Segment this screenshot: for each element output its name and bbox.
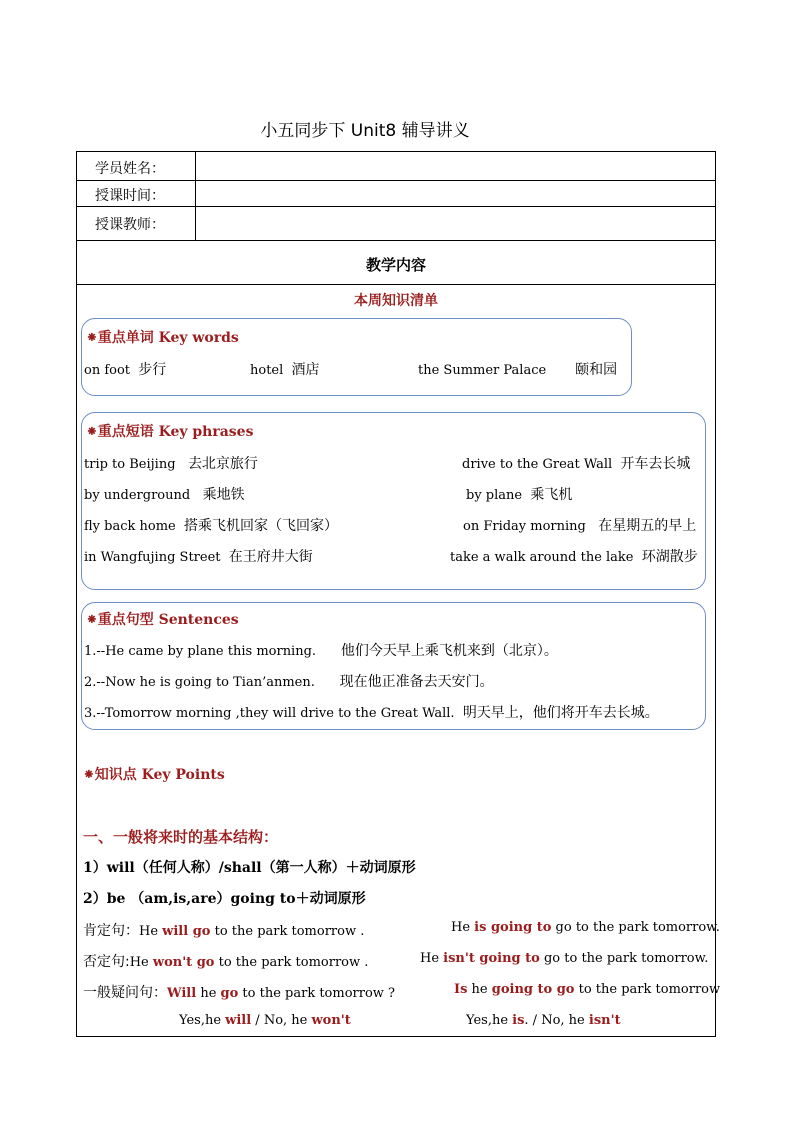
row-divider bbox=[77, 180, 715, 181]
negative-example: 否定句:He won't go to the park tomorrow . bbox=[83, 954, 369, 970]
phrase-item: by underground 乘地铁 bbox=[84, 487, 245, 503]
sentences-heading: ⁕重点句型 Sentences bbox=[86, 612, 239, 628]
key-words-box bbox=[81, 318, 632, 396]
question-example: 一般疑问句：Will he go to the park tomorrow ? bbox=[83, 985, 396, 1001]
weekly-knowledge-header: 本周知识清单 bbox=[354, 293, 438, 309]
short-answers: Yes,he will / No, he won't bbox=[179, 1013, 351, 1028]
phrase-item: take a walk around the lake 环湖散步 bbox=[450, 549, 698, 565]
phrase-item: drive to the Great Wall 开车去长城 bbox=[462, 456, 691, 472]
negative-example-going-to: He isn't going to go to the park tomorrow. bbox=[420, 951, 709, 966]
grammar-rule-2: 2）be （am,is,are）going to＋动词原形 bbox=[83, 891, 366, 907]
key-word-item: the Summer Palace 颐和园 bbox=[418, 362, 618, 378]
student-name-label: 学员姓名： bbox=[95, 161, 165, 177]
future-tense-section-title: 一、一般将来时的基本结构： bbox=[83, 828, 279, 846]
key-word-item: on foot 步行 bbox=[84, 362, 167, 378]
phrase-item: trip to Beijing 去北京旅行 bbox=[84, 456, 258, 472]
phrase-item: in Wangfujing Street 在王府井大街 bbox=[84, 549, 313, 565]
key-word-item: hotel 酒店 bbox=[250, 362, 320, 378]
phrase-item: fly back home 搭乘飞机回家（飞回家） bbox=[84, 518, 338, 534]
phrase-item: by plane 乘飞机 bbox=[466, 487, 573, 503]
sentence-item: 3.--Tomorrow morning ,they will drive to the Great Wall. 明天早上，他们将开车去长城。 bbox=[84, 705, 659, 721]
sentence-item: 1.--He came by plane this morning. 他们今天早上乘飞机来到（北京）。 bbox=[84, 643, 558, 659]
info-column-divider bbox=[195, 152, 196, 240]
affirmative-example-going-to: He is going to go to the park tomorrow. bbox=[451, 920, 720, 935]
class-time-label: 授课时间： bbox=[95, 188, 165, 204]
page-title: 小五同步下 Unit8 辅导讲义 bbox=[260, 121, 470, 141]
section-header: 教学内容 bbox=[365, 256, 426, 274]
key-phrases-heading: ⁕重点短语 Key phrases bbox=[86, 424, 254, 440]
teacher-label: 授课教师： bbox=[95, 217, 165, 233]
sentence-item: 2.--Now he is going to Tian’anmen. 现在他正准备去天安门。 bbox=[84, 674, 494, 690]
key-points-heading: ⁕知识点 Key Points bbox=[83, 767, 225, 783]
key-phrases-box bbox=[81, 412, 706, 590]
phrase-item: on Friday morning 在星期五的早上 bbox=[463, 518, 697, 534]
short-answers-going-to: Yes,he is. / No, he isn't bbox=[466, 1013, 621, 1028]
key-words-heading: ⁕重点单词 Key words bbox=[86, 330, 239, 346]
question-example-going-to: Is he going to go to the park tomorrow bbox=[454, 982, 721, 997]
row-divider bbox=[77, 284, 715, 285]
row-divider bbox=[77, 206, 715, 207]
grammar-rule-1: 1）will（任何人称）/shall（第一人称）＋动词原形 bbox=[83, 860, 416, 876]
handout-table bbox=[76, 151, 721, 1037]
row-divider bbox=[77, 240, 715, 241]
affirmative-example: 肯定句：He will go to the park tomorrow . bbox=[83, 923, 365, 939]
sentences-box bbox=[81, 602, 706, 730]
